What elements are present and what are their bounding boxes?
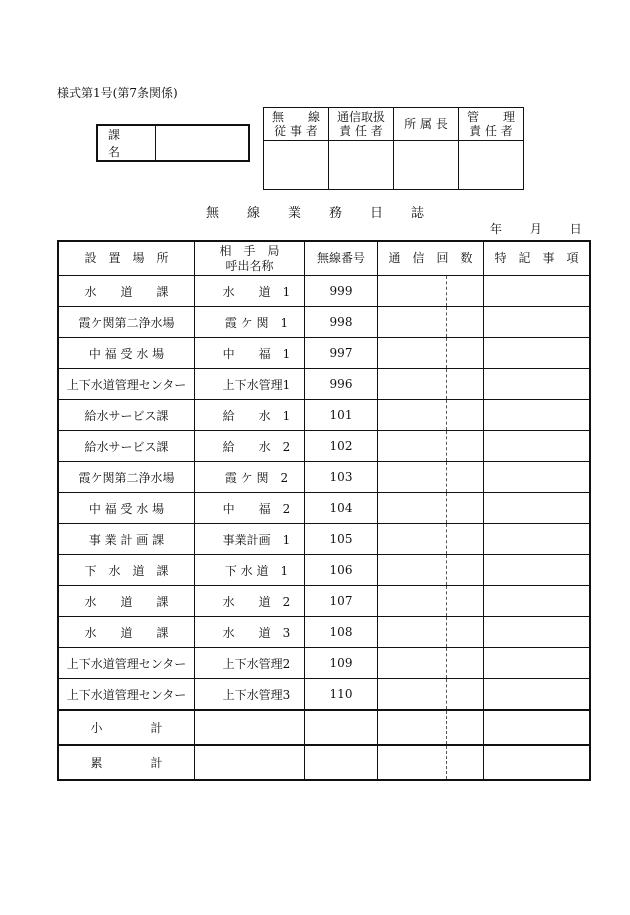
subtotal-cell[interactable] (378, 710, 447, 745)
radio-number-cell: 998 (305, 307, 378, 338)
comm-count-extra-cell[interactable] (447, 338, 484, 369)
call-sign-cell: 下 水 道 1 (195, 555, 305, 586)
log-row (58, 338, 590, 369)
radio-number-cell: 104 (305, 493, 378, 524)
radio-log-table (57, 240, 591, 781)
form-number: 様式第1号(第7条関係) (57, 86, 178, 100)
comm-count-extra-cell[interactable] (447, 431, 484, 462)
radio-number-cell: 102 (305, 431, 378, 462)
comm-count-cell[interactable] (378, 400, 447, 431)
radio-number-cell: 103 (305, 462, 378, 493)
log-row (58, 431, 590, 462)
log-row (58, 307, 590, 338)
place-cell: 事 業 計 画 課 (58, 524, 195, 555)
call-sign-cell: 上下水管理1 (195, 369, 305, 400)
subtotal-cell[interactable] (447, 710, 484, 745)
column-header-place: 設 置 場 所 (58, 241, 195, 276)
call-sign-cell: 事業計画 1 (195, 524, 305, 555)
log-row (58, 555, 590, 586)
remarks-cell[interactable] (484, 493, 591, 524)
remarks-cell[interactable] (484, 617, 591, 648)
radio-number-cell: 105 (305, 524, 378, 555)
place-cell: 水 道 課 (58, 617, 195, 648)
log-row (58, 679, 590, 711)
place-cell: 下 水 道 課 (58, 555, 195, 586)
subtotal-row (58, 710, 590, 745)
section-name-label: 課 名 (98, 126, 156, 160)
remarks-cell[interactable] (484, 462, 591, 493)
remarks-cell[interactable] (484, 524, 591, 555)
cumulative-cell[interactable] (378, 745, 447, 780)
remarks-cell[interactable] (484, 679, 591, 711)
call-sign-cell: 上下水管理3 (195, 679, 305, 711)
remarks-cell[interactable] (484, 276, 591, 307)
comm-count-cell[interactable] (378, 555, 447, 586)
subtotal-cell[interactable] (195, 710, 305, 745)
remarks-cell[interactable] (484, 307, 591, 338)
section-name-field[interactable] (156, 126, 248, 160)
remarks-cell[interactable] (484, 369, 591, 400)
comm-count-cell[interactable] (378, 338, 447, 369)
remarks-cell[interactable] (484, 555, 591, 586)
radio-number-cell: 997 (305, 338, 378, 369)
comm-count-extra-cell[interactable] (447, 400, 484, 431)
subtotal-label: 小 計 (58, 710, 195, 745)
comm-count-cell[interactable] (378, 369, 447, 400)
place-cell: 霞ケ関第二浄水場 (58, 307, 195, 338)
comm-count-cell[interactable] (378, 431, 447, 462)
remarks-cell[interactable] (484, 648, 591, 679)
place-cell: 水 道 課 (58, 586, 195, 617)
call-sign-cell: 給 水 2 (195, 431, 305, 462)
comm-count-cell[interactable] (378, 648, 447, 679)
place-cell: 上下水道管理センター (58, 679, 195, 711)
column-header-remarks: 特 記 事 項 (484, 241, 591, 276)
approval-header-comm-manager: 通信取扱 責 任 者 (329, 108, 394, 141)
place-cell: 給水サービス課 (58, 431, 195, 462)
approval-stamp-comm-manager[interactable] (329, 141, 394, 190)
log-row (58, 617, 590, 648)
call-sign-cell: 給 水 1 (195, 400, 305, 431)
approval-header-admin-manager: 管 理 責 任 者 (459, 108, 524, 141)
call-sign-cell: 水 道 3 (195, 617, 305, 648)
subtotal-cell[interactable] (484, 710, 591, 745)
subtotal-cell[interactable] (305, 710, 378, 745)
approval-stamp-dept-head[interactable] (394, 141, 459, 190)
comm-count-cell[interactable] (378, 524, 447, 555)
comm-count-cell[interactable] (378, 617, 447, 648)
remarks-cell[interactable] (484, 400, 591, 431)
place-cell: 上下水道管理センター (58, 648, 195, 679)
comm-count-extra-cell[interactable] (447, 493, 484, 524)
radio-number-cell: 108 (305, 617, 378, 648)
call-sign-cell: 中 福 1 (195, 338, 305, 369)
comm-count-cell[interactable] (378, 307, 447, 338)
section-name-box (96, 124, 250, 162)
log-row (58, 369, 590, 400)
call-sign-cell: 中 福 2 (195, 493, 305, 524)
call-sign-cell: 霞 ケ 関 1 (195, 307, 305, 338)
comm-count-extra-cell[interactable] (447, 648, 484, 679)
approval-stamp-table (263, 107, 524, 190)
place-cell: 中 福 受 水 場 (58, 338, 195, 369)
column-header-radio-number: 無線番号 (305, 241, 378, 276)
call-sign-cell: 水 道 1 (195, 276, 305, 307)
comm-count-extra-cell[interactable] (447, 586, 484, 617)
place-cell: 中 福 受 水 場 (58, 493, 195, 524)
comm-count-extra-cell[interactable] (447, 369, 484, 400)
radio-number-cell: 109 (305, 648, 378, 679)
remarks-cell[interactable] (484, 338, 591, 369)
approval-stamp-operator[interactable] (264, 141, 329, 190)
column-header-call-sign: 相 手 局 呼出名称 (195, 241, 305, 276)
call-sign-cell: 上下水管理2 (195, 648, 305, 679)
radio-number-cell: 106 (305, 555, 378, 586)
radio-number-cell: 107 (305, 586, 378, 617)
radio-number-cell: 101 (305, 400, 378, 431)
place-cell: 上下水道管理センター (58, 369, 195, 400)
cumulative-cell[interactable] (305, 745, 378, 780)
cumulative-label: 累 計 (58, 745, 195, 780)
remarks-cell[interactable] (484, 586, 591, 617)
log-row (58, 586, 590, 617)
log-row (58, 400, 590, 431)
place-cell: 霞ケ関第二浄水場 (58, 462, 195, 493)
approval-stamp-admin-manager[interactable] (459, 141, 524, 190)
radio-number-cell: 110 (305, 679, 378, 711)
place-cell: 給水サービス課 (58, 400, 195, 431)
comm-count-cell[interactable] (378, 493, 447, 524)
approval-header-operator: 無 線 従 事 者 (264, 108, 329, 141)
cumulative-cell[interactable] (484, 745, 591, 780)
cumulative-row (58, 745, 590, 780)
comm-count-cell[interactable] (378, 462, 447, 493)
comm-count-extra-cell[interactable] (447, 555, 484, 586)
call-sign-cell: 水 道 2 (195, 586, 305, 617)
comm-count-extra-cell[interactable] (447, 307, 484, 338)
date-year-label: 年 (490, 222, 503, 236)
call-sign-cell: 霞 ケ 関 2 (195, 462, 305, 493)
log-row (58, 648, 590, 679)
log-row (58, 276, 590, 307)
comm-count-extra-cell[interactable] (447, 462, 484, 493)
log-row (58, 462, 590, 493)
cumulative-cell[interactable] (447, 745, 484, 780)
date-day-label: 日 (569, 222, 582, 236)
comm-count-extra-cell[interactable] (447, 524, 484, 555)
log-row (58, 493, 590, 524)
date-line (490, 220, 582, 237)
approval-header-dept-head: 所 属 長 (394, 108, 459, 141)
radio-number-cell: 999 (305, 276, 378, 307)
document-title: 無線業務日誌 (205, 206, 452, 221)
comm-count-cell[interactable] (378, 586, 447, 617)
place-cell: 水 道 課 (58, 276, 195, 307)
comm-count-extra-cell[interactable] (447, 679, 484, 711)
column-header-comm-count: 通 信 回 数 (378, 241, 484, 276)
date-month-label: 月 (529, 222, 542, 236)
comm-count-extra-cell[interactable] (447, 617, 484, 648)
comm-count-cell[interactable] (378, 276, 447, 307)
comm-count-extra-cell[interactable] (447, 276, 484, 307)
comm-count-cell[interactable] (378, 679, 447, 711)
log-row (58, 524, 590, 555)
remarks-cell[interactable] (484, 431, 591, 462)
radio-number-cell: 996 (305, 369, 378, 400)
cumulative-cell[interactable] (195, 745, 305, 780)
